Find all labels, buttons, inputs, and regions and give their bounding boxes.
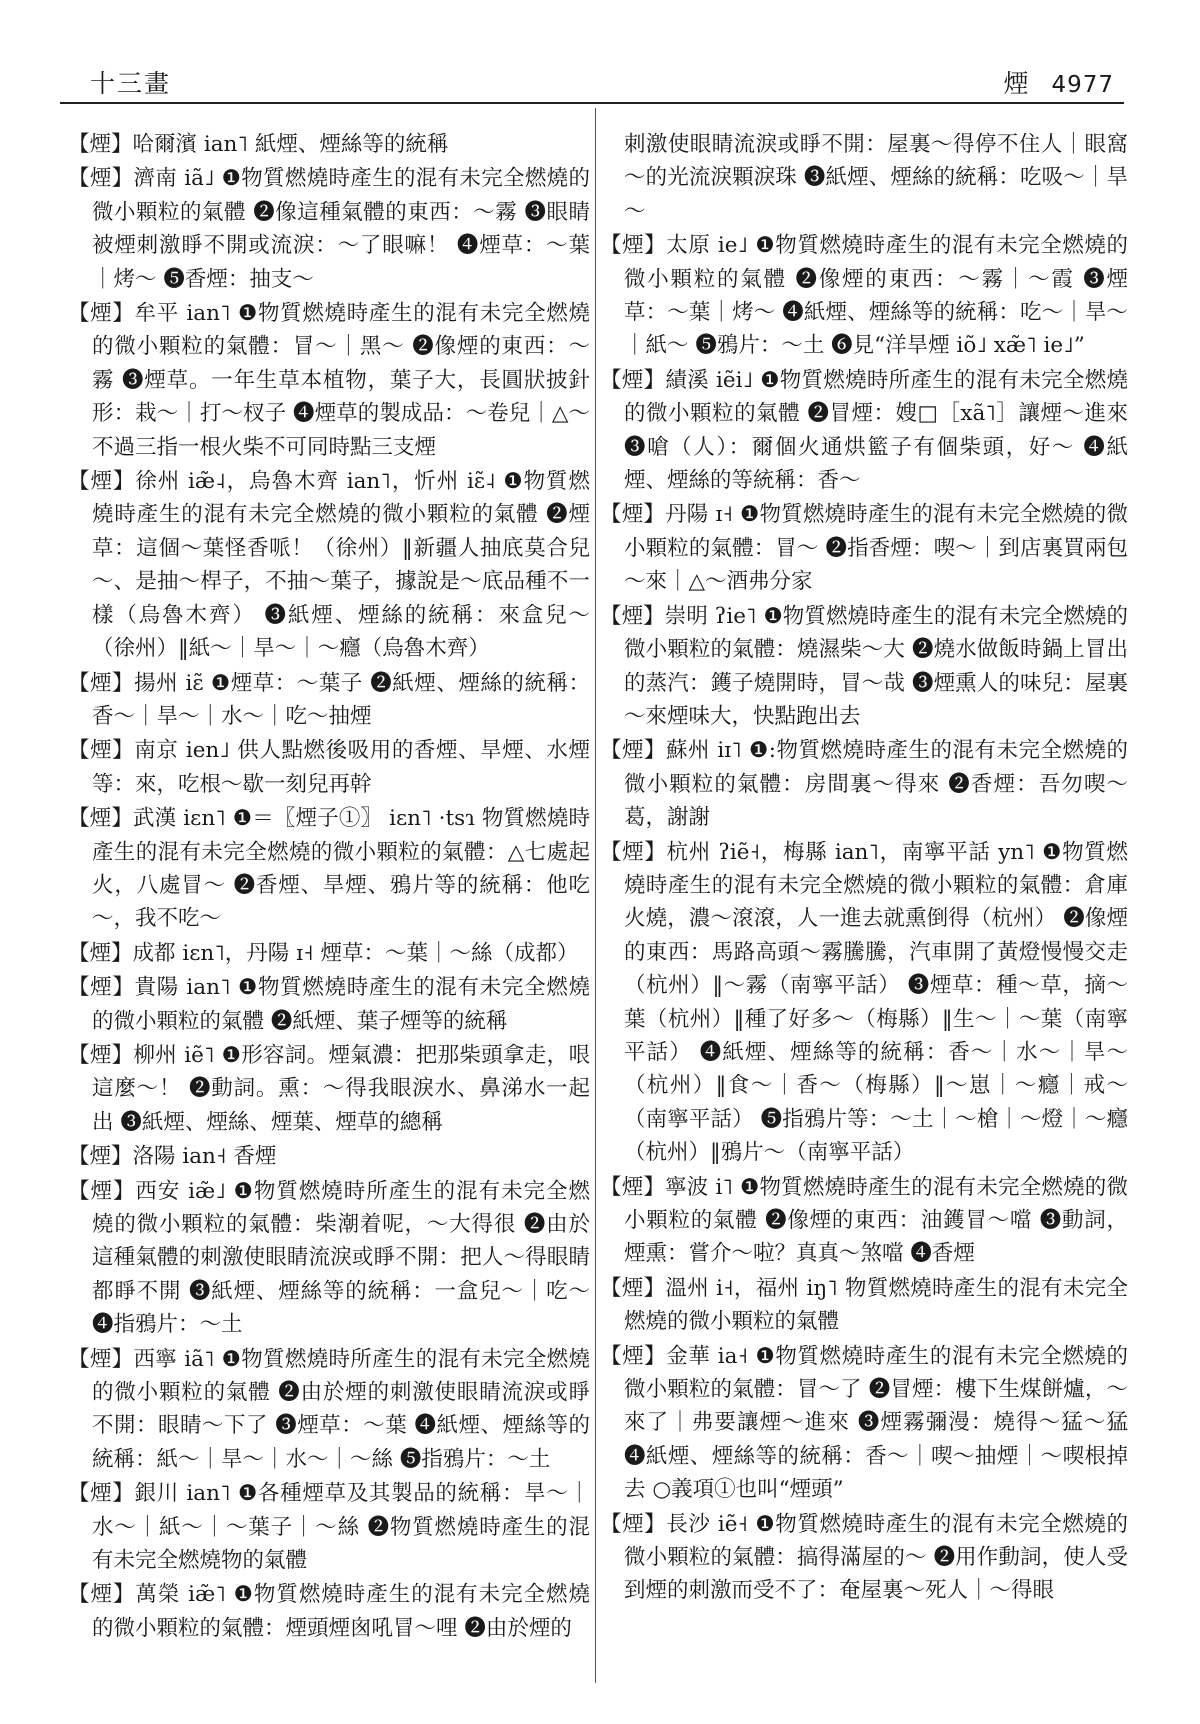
running-head [1003,64,1114,100]
page-number: 4977 [1051,72,1114,98]
left-column [68,128,590,1646]
dictionary-entry: 【煙】銀川 ian˥ ❶各種煙草及其製品的統稱：旱～｜水～｜紙～｜～葉子｜～絲 ❷物質燃燒時產生的混有未完全燃燒物的氣體 [68,1481,590,1574]
dictionary-entry: 【煙】寧波 i˥ ❶物質燃燒時產生的混有未完全燃燒的微小顆粒的氣體 ❷像煙的東西：油鑊冒～噹 ❸動詞，煙熏：嘗介～啦？真真～煞噹 ❹香煙 [600,1174,1128,1267]
dictionary-entry: 【煙】洛陽 ian˧ 香煙 [68,1144,277,1170]
dictionary-entry: 【煙】溫州 i˧，福州 iŋ˥ 物質燃燒時產生的混有未完全燃燒的微小顆粒的氣體 [600,1275,1128,1335]
dictionary-entry-continued: 刺激使眼睛流淚或睜不開：屋裏～得停不住人｜眼窩～的光流淚顆淚珠 ❸紙煙、煙絲的統稱：吃吸～｜旱～ [624,132,1128,224]
dictionary-entry: 【煙】長沙 iẽ˧ ❶物質燃燒時產生的混有未完全燃燒的微小顆粒的氣體：搞得滿屋的～ ❷用作動詞，使人受到煙的刺激而受不了：奄屋裏～死人｜～得眼 [600,1511,1128,1604]
dictionary-entry: 【煙】杭州 ʔiẽ˧，梅縣 ian˥，南寧平話 yn˥ ❶物質燃燒時產生的混有未完全燃燒的微小顆粒的氣體：倉庫火燒，濃～滾滾，人一進去就熏倒得（杭州） ❷像煙的東西：馬路高頭～霧騰騰，汽車開了黃燈慢慢交走（杭州）‖～霧（南寧平話） ❸煙草：種～草，摘～葉（杭州）‖種了好多～（梅縣）‖生～｜～葉（南寧平話） ❹紙煙、煙絲等的統稱：香～｜水～｜旱～（杭州）‖食～｜香～（梅縣）‖～崽｜～癮｜戒～（南寧平話） ❺指鴉片等：～土｜～槍｜～燈｜～癮（杭州）‖鴉片～（南寧平話） [600,839,1128,1166]
dictionary-entry: 【煙】金華 ia˧ ❶物質燃燒時產生的混有未完全燃燒的微小顆粒的氣體：冒～了 ❷冒煙：樓下生煤餅爐，～來了｜弗要讓煙～進來 ❸煙霧彌漫：燒得～猛～猛 ❹紙煙、煙絲等的統稱：香～｜喫～抽煙｜～喫根掉去 ○義項①也叫“煙頭” [600,1343,1128,1503]
dictionary-entry: 【煙】牟平 ian˥ ❶物質燃燒時產生的混有未完全燃燒的微小顆粒的氣體：冒～｜黑～ ❷像煙的東西：～霧 ❸煙草。一年生草本植物，葉子大，長圓狀披針形：栽～｜打～杈子 ❹煙草的製成品：～卷兒｜△～不過三指一根火柴不可同時點三支煙 [68,301,590,460]
dictionary-entry: 【煙】西寧 iã˥ ❶物質燃燒時所產生的混有未完全燃燒的微小顆粒的氣體 ❷由於煙的刺激使眼睛流淚或睜不開：眼睛～下了 ❸煙草：～葉 ❹紙煙、煙絲等的統稱：紙～｜旱～｜水～｜～絲 ❺指鴉片：～土 [68,1346,590,1472]
dictionary-entry: 【煙】丹陽 ɪ˧ ❶物質燃燒時產生的混有未完全燃燒的微小顆粒的氣體：冒～ ❷指香煙：喫～｜到店裏買兩包～來｜△～酒弗分家 [600,502,1128,595]
dictionary-entry: 【煙】萬榮 iæ̃˥ ❶物質燃燒時產生的混有未完全燃燒的微小顆粒的氣體：煙頭煙囪吼冒～哩 ❷由於煙的 [68,1582,590,1641]
dictionary-entry: 【煙】武漢 iɛn˥ ❶＝〖煙子①〗 iɛn˥ ·tsɿ 物質燃燒時產生的混有未完全燃燒的微小顆粒的氣體：△七處起火，八處冒～ ❷香煙、旱煙、鴉片等的統稱：他吃～，我不吃～ [68,806,590,932]
dictionary-entry: 【煙】西安 iæ̃˩ ❶物質燃燒時所產生的混有未完全燃燒的微小顆粒的氣體：柴潮着呢，～大得很 ❷由於這種氣體的刺激使眼睛流淚或睜不開：把人～得眼睛都睜不開 ❸紙煙、煙絲等的統稱：一盒兒～｜吃～ ❹指鴉片：～土 [68,1178,590,1338]
dictionary-entry: 【煙】柳州 iẽ˥ ❶形容詞。煙氣濃：把那柴頭拿走，哏這麼～！ ❷動詞。熏：～得我眼淚水、鼻涕水一起出 ❸紙煙、煙絲、煙葉、煙草的總稱 [68,1042,590,1135]
dictionary-entry: 【煙】徐州 iæ̃˨，烏魯木齊 ian˥，忻州 iɛ̃˨ ❶物質燃燒時產生的混有未完全燃燒的微小顆粒的氣體 ❷煙草：這個～葉怪香哌！（徐州）‖新疆人抽底莫合兒～、是抽～桿子，不抽～葉子，據說是～底品種不一樣（烏魯木齊） ❸紙煙、煙絲的統稱：來盒兒～（徐州）‖紙～｜旱～｜～癮（烏魯木齊） [68,469,590,662]
dictionary-entry: 【煙】蘇州 iɪ˥ ❶:物質燃燒時產生的混有未完全燃燒的微小顆粒的氣體：房間裏～得來 ❷香煙：吾勿喫～葛，謝謝 [600,738,1128,831]
page-header [60,62,1124,102]
dictionary-entry: 【煙】貴陽 ian˥ ❶物質燃燒時產生的混有未完全燃燒的微小顆粒的氣體 ❷紙煙、葉子煙等的統稱 [68,975,590,1034]
dictionary-entry: 【煙】哈爾濱 ian˥ 紙煙、煙絲等的統稱 [68,132,449,157]
dictionary-entry: 【煙】崇明 ʔie˥ ❶物質燃燒時產生的混有未完全燃燒的微小顆粒的氣體：燒濕柴～大 ❷燒水做飯時鍋上冒出的蒸汽：鑊子燒開時，冒～哉 ❸煙熏人的味兒：屋裏～來煙味大，快點跑出去 [600,603,1128,729]
header-rule [60,102,1124,104]
headword-character: 煙 [1003,69,1030,98]
section-title: 十三畫 [90,69,172,98]
dictionary-entry: 【煙】成都 iɛn˥，丹陽 ɪ˧ 煙草：～葉｜～絲（成都） [68,940,579,966]
dictionary-entry: 【煙】太原 ie˩ ❶物質燃燒時產生的混有未完全燃燒的微小顆粒的氣體 ❷像煙的東西：～霧｜～霞 ❸煙草：～葉｜烤～ ❹紙煙、煙絲等的統稱：吃～｜旱～｜紙～ ❺鴉片：～土 ❻見“洋旱煙 iõ˩ xæ̃˥ ie˩” [600,233,1128,359]
dictionary-entry: 【煙】揚州 iɛ̃ ❶煙草：～葉子 ❷紙煙、煙絲的統稱：香～｜旱～｜水～｜吃～抽煙 [68,670,590,729]
dictionary-entry: 【煙】南京 ien˩ 供人點燃後吸用的香煙、旱煙、水煙等：來，吃根～歇一刻兒再幹 [68,738,590,797]
right-column [600,128,1128,1609]
dictionary-entry: 【煙】績溪 iẽi˩ ❶物質燃燒時所產生的混有未完全燃燒的微小顆粒的氣體 ❷冒煙：嫂□［xã˥］讓煙～進來 ❸嗆（人）：爾個火通烘籃子有個柴頭，好～ ❹紙煙、煙絲的等統稱：香～ [600,367,1128,494]
dictionary-entry: 【煙】濟南 iã˩ ❶物質燃燒時產生的混有未完全燃燒的微小顆粒的氣體 ❷像這種氣體的東西：～霧 ❸眼睛被煙刺激睜不開或流淚：～了眼嘛！ ❹煙草：～葉｜烤～ ❺香煙：抽支～ [68,166,590,292]
column-divider [595,108,596,1683]
